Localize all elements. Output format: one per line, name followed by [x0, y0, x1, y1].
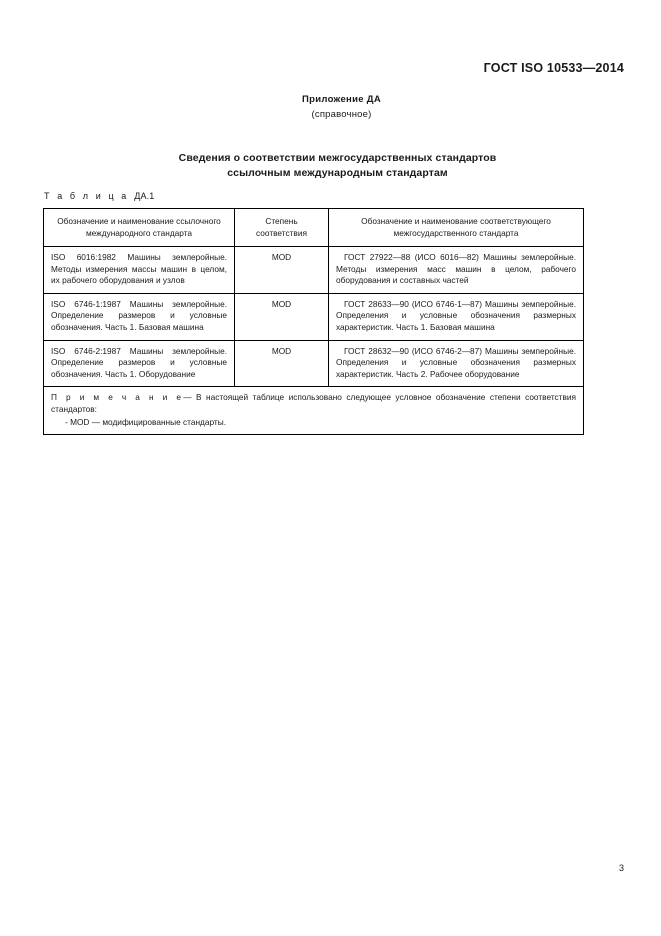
running-header: ГОСТ ISO 10533—2014: [483, 61, 624, 75]
table-caption-label: Т а б л и ц а: [44, 191, 129, 201]
page-title-line-2: ссылочным международным стандартам: [227, 167, 448, 179]
conformity-table: [43, 208, 584, 435]
annex-caption: [0, 93, 661, 122]
table-row: [44, 293, 584, 340]
table-row: [44, 340, 584, 387]
cell-reference-standard: ISO 6016:1982 Машины землеройные. Методы измерения массы машин в целом, их рабочего оборудования и узлов: [44, 247, 235, 294]
column-header-line-1: Обозначение и наименование ссылочного: [57, 216, 221, 226]
cell-reference-standard: ISO 6746-1:1987 Машины землеройные. Определение размеров и условные обозначения. Часть 1. Базовая машина: [44, 293, 235, 340]
page-title-line-1: Сведения о соответствии межгосударственных стандартов: [178, 152, 497, 164]
cell-conformity-degree: MOD: [235, 247, 329, 294]
table-caption-number: ДА.1: [134, 191, 155, 201]
column-header-reference-standard: [44, 209, 235, 247]
table-note-dash: —: [183, 392, 192, 403]
column-header-corresponding-standard: [329, 209, 584, 247]
column-header-line-2: соответствия: [256, 228, 307, 238]
cell-reference-standard: ISO 6746-2:1987 Машины землеройные. Определение размеров и условные обозначения. Часть 1. Оборудование: [44, 340, 235, 387]
table-note: [44, 387, 584, 435]
column-header-line-1: Обозначение и наименование соответствующего: [361, 216, 551, 226]
table-note-text: В настоящей таблице использовано следующее условное обозначение степени соответствия стандартов:: [51, 392, 577, 414]
column-header-line-1: Степень: [265, 216, 298, 226]
table-note-item: - MOD — модифицированные стандарты.: [65, 416, 227, 427]
column-header-conformity-degree: [235, 209, 329, 247]
page-number: 3: [618, 863, 624, 873]
cell-conformity-degree: MOD: [235, 293, 329, 340]
column-header-line-2: международного стандарта: [85, 228, 193, 238]
page-title: [0, 151, 661, 181]
cell-corresponding-standard: ГОСТ 28633—90 (ИСО 6746-1—87) Машины земперойные. Определения и условные обозначения размерных характеристик. Часть 1. Базовая машина: [329, 293, 584, 340]
table-note-row: [44, 387, 584, 435]
annex-subtitle: (справочное): [311, 109, 372, 120]
column-header-line-2: межгосударственного стандарта: [393, 228, 519, 238]
table-row: [44, 247, 584, 294]
cell-corresponding-standard: ГОСТ 28632—90 (ИСО 6746-2—87) Машины земперойные. Определения и условные обозначения размерных характеристик. Часть 2. Рабочее оборудование: [329, 340, 584, 387]
table-header-row: [44, 209, 584, 247]
table-caption: [44, 191, 154, 201]
cell-corresponding-standard: ГОСТ 27922—88 (ИСО 6016—82) Машины землеройные. Методы измерения масс машин в целом, рабочего оборудования и составных частей: [329, 247, 584, 294]
table-note-label: П р и м е ч а н и е: [51, 392, 184, 403]
annex-title: Приложение ДА: [302, 94, 381, 105]
cell-conformity-degree: MOD: [235, 340, 329, 387]
